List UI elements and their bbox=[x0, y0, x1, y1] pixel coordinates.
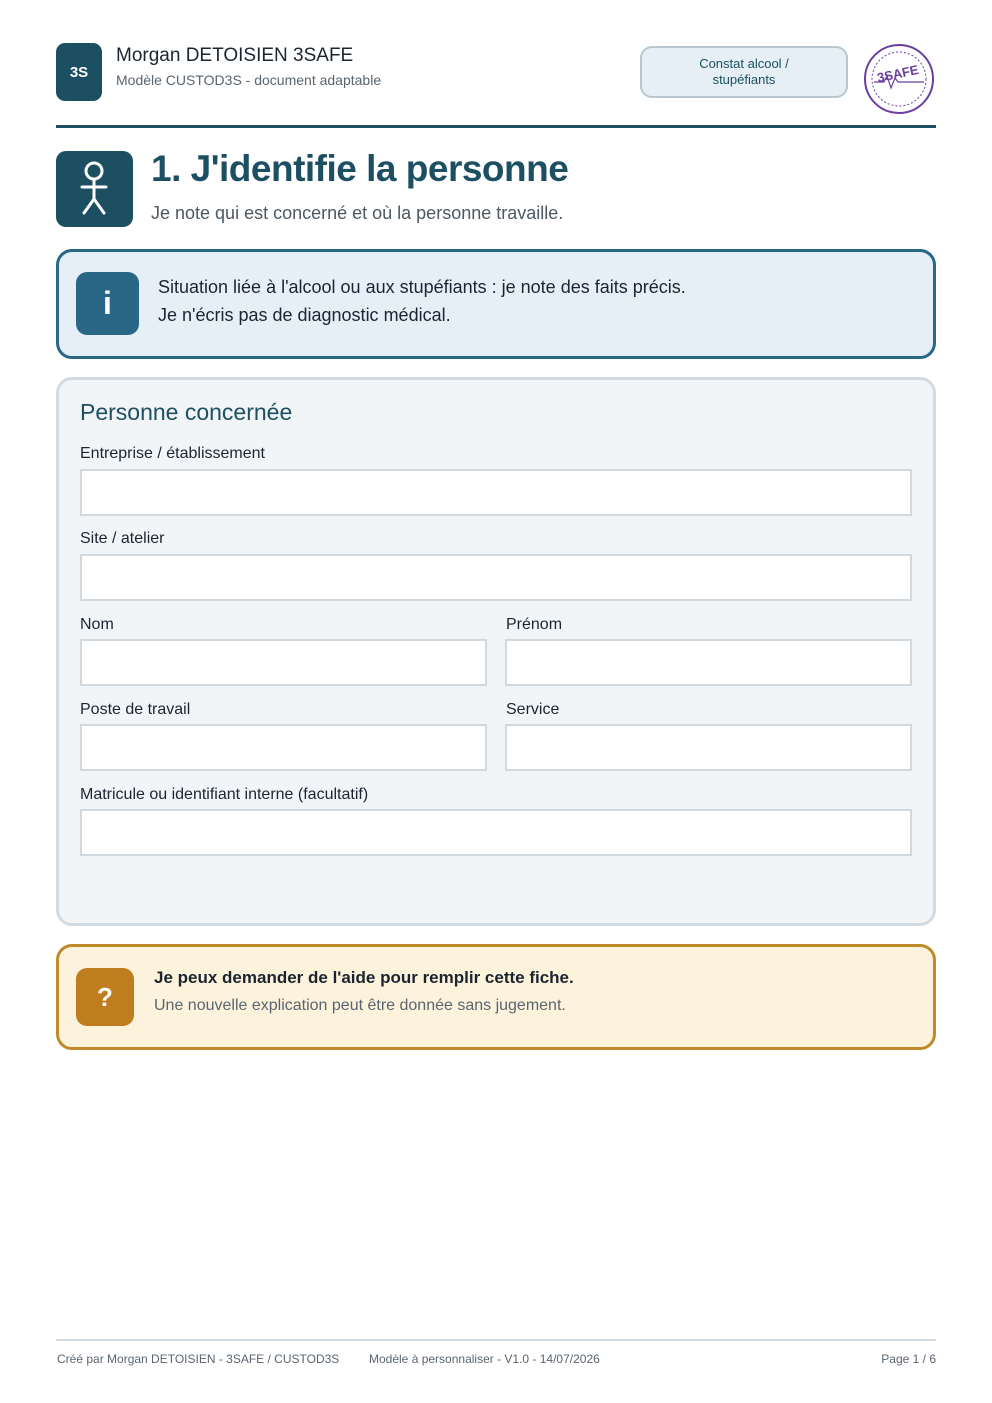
help-title: Je peux demander de l'aide pour remplir cette fiche. bbox=[154, 968, 574, 987]
poste-field[interactable] bbox=[80, 724, 487, 771]
prenom-label: Prénom bbox=[506, 616, 563, 633]
logo-badge: 3S bbox=[56, 43, 102, 101]
header-divider bbox=[56, 125, 936, 128]
footer-divider bbox=[56, 1339, 936, 1341]
prenom-field[interactable] bbox=[505, 639, 912, 686]
info-line-1: Situation liée à l'alcool ou aux stupéfiants : je note des faits précis. bbox=[158, 277, 686, 297]
site-label: Site / atelier bbox=[80, 530, 165, 547]
help-text: Une nouvelle explication peut être donnée sans jugement. bbox=[154, 997, 566, 1014]
section-title: 1. J'identifie la personne bbox=[151, 148, 569, 189]
footer-model-version: Modèle à personnaliser - V1.0 - 14/07/2026 bbox=[369, 1352, 600, 1366]
nom-label: Nom bbox=[80, 616, 114, 633]
person-icon bbox=[56, 151, 133, 227]
section-subtitle: Je note qui est concerné et où la personne travaille. bbox=[151, 203, 564, 223]
footer-created-by: Créé par Morgan DETOISIEN - 3SAFE / CUSTOD3S bbox=[57, 1352, 340, 1366]
document-subtitle: Modèle CUSTOD3S - document adaptable bbox=[116, 72, 382, 88]
site-field[interactable] bbox=[80, 554, 912, 601]
info-callout bbox=[56, 249, 936, 359]
entreprise-label: Entreprise / établissement bbox=[80, 445, 265, 462]
seal-text: 3SAFE bbox=[875, 61, 920, 86]
service-field[interactable] bbox=[505, 724, 912, 771]
footer-page-number: Page 1 / 6 bbox=[881, 1352, 936, 1366]
service-label: Service bbox=[506, 701, 560, 718]
document-type-tag bbox=[640, 46, 848, 98]
document-type-label: Constat alcool / stupéfiants bbox=[699, 56, 789, 87]
poste-label: Poste de travail bbox=[80, 701, 191, 718]
3safe-seal-icon bbox=[862, 42, 936, 116]
document-author: Morgan DETOISIEN 3SAFE bbox=[116, 45, 354, 66]
info-line-2: Je n'écris pas de diagnostic médical. bbox=[158, 305, 451, 325]
nom-field[interactable] bbox=[80, 639, 487, 686]
entreprise-field[interactable] bbox=[80, 469, 912, 516]
matricule-field[interactable] bbox=[80, 809, 912, 856]
form-title: Personne concernée bbox=[80, 399, 293, 425]
matricule-label: Matricule ou identifiant interne (facultatif) bbox=[80, 786, 369, 803]
question-icon: ? bbox=[76, 968, 134, 1026]
info-icon: i bbox=[76, 272, 139, 335]
